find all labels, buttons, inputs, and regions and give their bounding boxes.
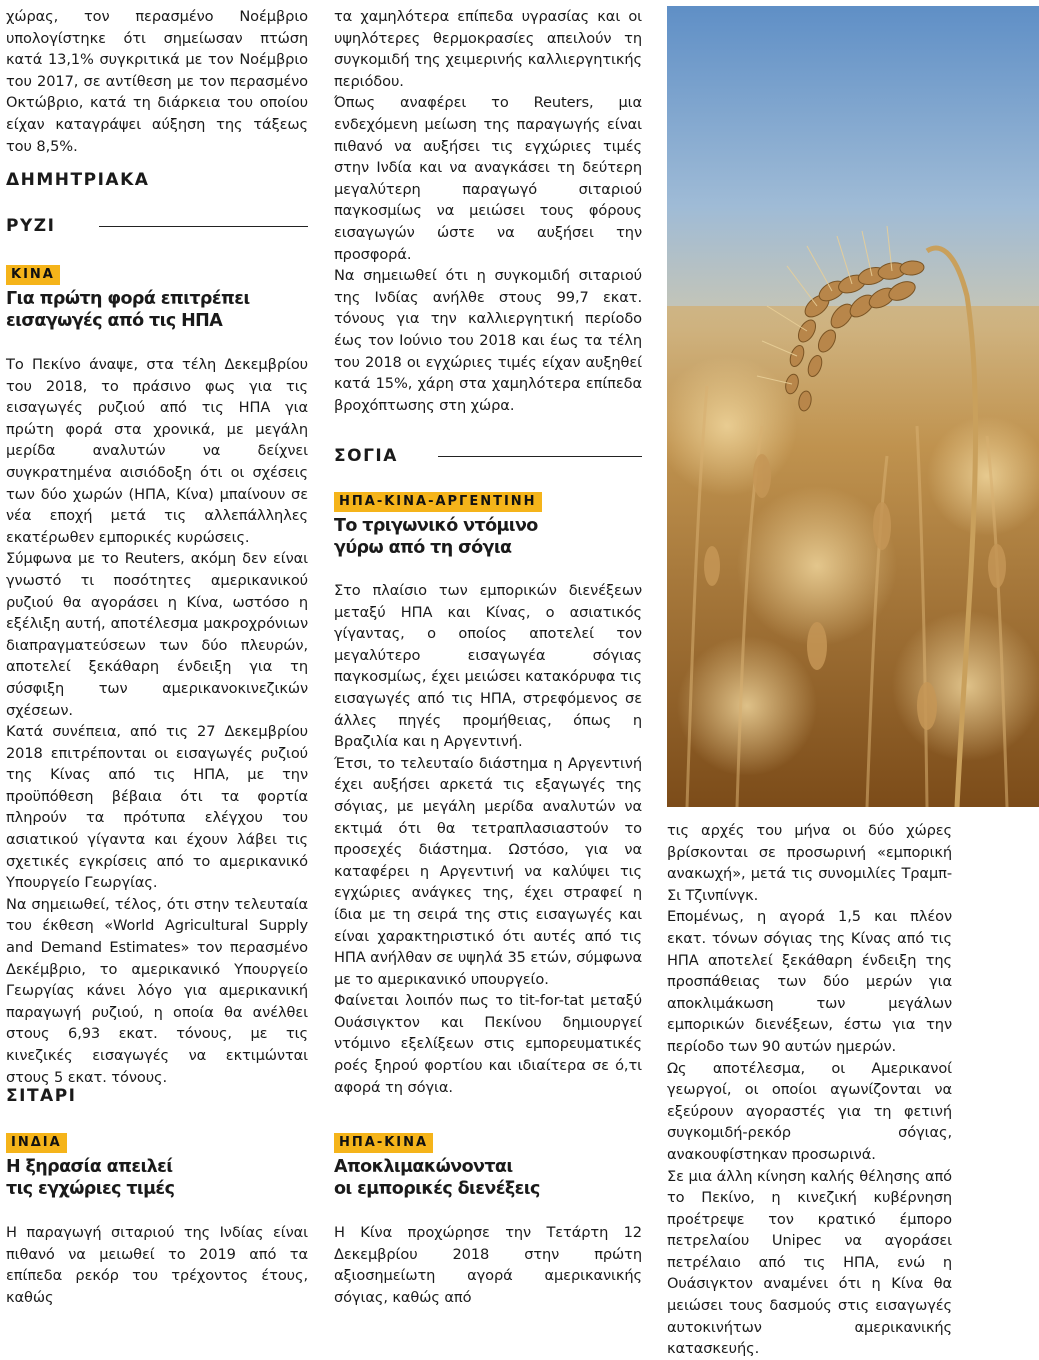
wheat-paragraph-3: Όπως αναφέρει το Reuters, μια ενδεχόμενη μείωση της παραγωγής είναι πιθανό να αυξήσει τις εγχώριες τιμές στην Ινδία και να αναγκάσει τη δεύτερη μεγαλύτερη παραγωγό σιταριού παγκοσμίως να μειώσει τους φόρους εισαγωγών ώστε να αυξήσει την προσφορά. (334, 94, 642, 263)
trade-paragraph-3: Επομένως, η αγορά 1,5 και πλέον εκατ. τόνων σόγιας της Κίνας από τις ΗΠΑ αποτελεί ξεκάθαρη ένδειξη της προσπάθειας των δύο μερών για αποκλιμάκωση των μεγάλων εμπορικών διενέξεων, έστω για την περίοδο των 90 αυτών ημερών. (667, 908, 952, 1055)
headline-wheat: Η ξηρασία απειλεί τις εγχώριες τιμές (6, 1157, 175, 1199)
wheat-field-photo (667, 6, 1039, 807)
section-soy: ΣΟΓΙΑ (334, 446, 642, 466)
wheat-article (6, 1222, 308, 1308)
rice-paragraph-2: Σύμφωνα με το Reuters, ακόμη δεν είναι γνωστό τι ποσότητες αμερικανικού ρυζιού θα αγοράσει η Κίνα, ωστόσο η εξέλιξη αυτή, αποτέλεσμα μακροχρόνιων διαπραγματεύσεων των δύο πλευρών, αποτελεί ξεκάθαρη ένδειξη για τη σύσφιξη των αμερικανοκινεζικών σχέσεων. (6, 550, 308, 719)
badge-usa-china-argentina: ΗΠΑ-ΚΙΝΑ-ΑΡΓΕΝΤΙΝΗ (334, 492, 542, 512)
badge-china: ΚΙΝΑ (6, 265, 60, 285)
column-3 (667, 820, 952, 1360)
trade-paragraph-4: Ως αποτέλεσμα, οι Αμερικανοί γεωργοί, οι οποίοι αγωνίζονται να εξεύρουν αγοραστές για τη φετινή συγκομιδή-ρεκόρ σόγιας, ανακουφίστηκαν προσωρινά. (667, 1059, 952, 1163)
headline-trade: Αποκλιμακώνονται οι εμπορικές διενέξεις (334, 1157, 540, 1199)
section-rule (99, 226, 308, 227)
wheat-paragraph-4: Να σημειωθεί ότι η συγκομιδή σιταριού της Ινδίας ανήλθε στους 99,7 εκατ. τόνους για την καλλιεργητική περίοδο έως τον Ιούνιο του 2018 και έως τα τέλη του 2018 οι εγχώριες τιμές είχαν αυξηθεί κατά 15%, χάρη στα χαμηλότερα επίπεδα βροχόπτωσης στη χώρα. (334, 267, 642, 414)
headline-rice: Για πρώτη φορά επιτρέπει εισαγωγές από τις ΗΠΑ (6, 289, 250, 331)
trade-paragraph-2: τις αρχές του μήνα οι δύο χώρες βρίσκονται σε προσωρινή «εμπορική ανακωχή», μετά τις συνομιλίες Τραμπ-Σι Τζινπίνγκ. (667, 822, 952, 904)
soy-paragraph-2: Έτσι, το τελευταίο διάστημα η Αργεντινή έχει αυξήσει αρκετά τις εξαγωγές της σόγιας, με μεγάλη μερίδα αναλυτών να εκτιμά ότι θα τετραπλασιαστούν το προσεχές διάστημα. Ωστόσο, για να καταφέρει η Αργεντινή να καλύψει τις εγχώριες ανάγκες της, έχει στραφεί η ίδια με τη σειρά της στις εισαγωγές και είναι χαρακτηριστικό ότι αυτές από τις ΗΠΑ ανήλθαν σε υψηλά 35 ετών, σύμφωνα με το αμερικανικό υπουργείο. (334, 754, 642, 988)
section-rule (438, 456, 642, 457)
soy-paragraph-3: Φαίνεται λοιπόν πως το tit-for-tat μεταξύ Ουάσιγκτον και Πεκίνου δημιουργεί ντόμινο εξελίξεων στις εμπορευματικές ροές ξηρού φορτίου και ιδιαίτερα σε ό,τι αφορά τη σόγια. (334, 992, 642, 1096)
section-rice: ΡΥΖΙ (6, 216, 308, 236)
rice-paragraph-4: Να σημειωθεί, τέλος, ότι στην τελευταία του έκθεση «World Agricultural Supply and Demand Estimates» τον περασμένο Δεκέμβριο, το αμερικανικό Υπουργείο Γεωργίας κάνει λόγο για αμερικανική παραγωγή ρυζιού, η οποία θα ανέλθει στους 6,93 εκατ. τόνους, με τις κινεζικές εισαγωγές να εκτιμώνται στους 5 εκατ. τόνους. (6, 895, 308, 1086)
rice-article (6, 354, 308, 1088)
soy-paragraph-1: Στο πλαίσιο των εμπορικών διενέξεων μεταξύ ΗΠΑ και Κίνας, ο ασιατικός γίγαντας, ο οποίος αποτελεί τον μεγαλύτερο εισαγωγέα σόγιας παγκοσμίως, έχει μειώσει κατακόρυφα τις εισαγωγές από τις ΗΠΑ, στρεφόμενος σε άλλες πηγές προμήθειας, όπως η Βραζιλία και η Αργεντινή. (334, 582, 642, 751)
rice-paragraph-1: Το Πεκίνο άναψε, στα τέλη Δεκεμβρίου του 2018, το πράσινο φως για τις εισαγωγές ρυζιού από τις ΗΠΑ για πρώτη φορά στα χρονικά, με μεγάλη μερίδα αναλυτών να δείχνει συγκρατημένα αισιόδοξη ότι οι σχέσεις των δύο χωρών (ΗΠΑ, Κίνα) μπαίνουν σε νέα εποχή μετά τις αλλεπάλληλες εκατέρωθεν εμπορικές κυρώσεις. (6, 356, 308, 546)
wheat-paragraph-2: τα χαμηλότερα επίπεδα υγρασίας και οι υψηλότερες θερμοκρασίες απειλούν τη συγκομιδή της χειμερινής καλλιεργητικής περιόδου. (334, 8, 642, 90)
intro-paragraph: χώρας, τον περασμένο Νοέμβριο υπολογίστηκε ότι σημείωσαν πτώση κατά 13,1% συγκριτικά με τον Νοέμβριο του 2017, σε αντίθεση με τον περασμένο Οκτώβριο, κατά τη διάρκεια του οποίου είχαν καταγράψει αύξηση της τάξεως του 8,5%. (6, 8, 308, 155)
badge-usa-china: ΗΠΑ-ΚΙΝΑ (334, 1133, 433, 1153)
trade-paragraph-1: Η Κίνα προχώρησε την Τετάρτη 12 Δεκεμβρίου 2018 στην πρώτη αξιοσημείωτη αγορά αμερικανικής σόγιας, καθώς από (334, 1224, 642, 1306)
headline-soy: Το τριγωνικό ντόμινο γύρω από τη σόγια (334, 516, 538, 558)
badge-india: ΙΝΔΙΑ (6, 1133, 67, 1153)
wheat-paragraph-1: Η παραγωγή σιταριού της Ινδίας είναι πιθανό να μειωθεί το 2019 από τα επίπεδα ρεκόρ του τρέχοντος έτους, καθώς (6, 1224, 308, 1306)
section-wheat: ΣΙΤΑΡΙ (6, 1086, 77, 1106)
trade-article (334, 1222, 642, 1308)
trade-paragraph-5: Σε μια άλλη κίνηση καλής θέλησης από το Πεκίνο, η κινεζική κυβέρνηση προέτρεψε τον κρατικό έμπορο πετρελαίου Unipec να αγοράσει πετρέλαιο από τις ΗΠΑ, ενώ η Ουάσιγκτον αναμένει ότι η Κίνα θα μειώσει τους δασμούς στις εισαγωγές αυτοκινήτων αμερικανικής κατασκευής. (667, 1167, 952, 1358)
soy-article (334, 580, 642, 1098)
column-2 (334, 6, 642, 416)
rice-paragraph-3: Κατά συνέπεια, από τις 27 Δεκεμβρίου 2018 επιτρέπονται οι εισαγωγές ρυζιού της Κίνας από τις ΗΠΑ, με την προϋπόθεση βέβαια ότι τα φορτία πληρούν τα πρότυπα ελέγχου του ασιατικού γίγαντα και έχουν λάβει τις σχετικές εγκρίσεις από το αμερικανικό Υπουργείο Γεωργίας. (6, 723, 308, 892)
